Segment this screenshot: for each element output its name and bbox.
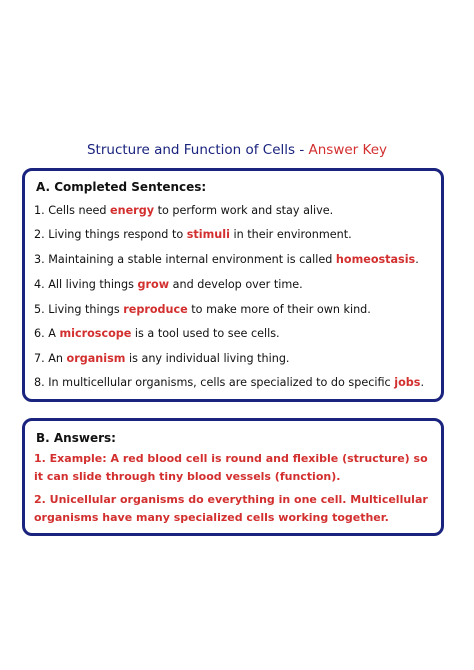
answer-word: stimuli xyxy=(186,228,230,241)
sentence-3 xyxy=(34,253,419,266)
sentence-text: 6. A xyxy=(34,327,60,340)
completed-sentences-box xyxy=(22,168,444,402)
page-title xyxy=(0,142,474,158)
sentence-text: 5. Living things xyxy=(34,303,124,316)
answer-1: 1. Example: A red blood cell is round and flexible (structure) so it can slide through tiny blood vessels (function). xyxy=(34,452,428,483)
sentence-text: and develop over time. xyxy=(169,278,303,291)
title-text: Structure and Function of Cells - xyxy=(86,142,309,158)
sentence-text: 1. Cells need xyxy=(34,204,111,217)
answer-word: organism xyxy=(66,352,126,365)
sentence-text: 8. In multicellular organisms, cells are specialized to do specific xyxy=(34,376,395,389)
answer-key-label: Answer Key xyxy=(308,142,388,158)
answer-word: homeostasis xyxy=(335,253,416,266)
sentence-7 xyxy=(34,352,289,365)
sentence-text: to perform work and stay alive. xyxy=(154,204,334,217)
answer-word: grow xyxy=(137,278,170,291)
sentence-text: 2. Living things respond to xyxy=(34,228,187,241)
section-b-heading: B. Answers: xyxy=(36,431,116,445)
answer-word: jobs xyxy=(394,376,421,389)
answer-word: microscope xyxy=(59,327,132,340)
sentence-text: to make more of their own kind. xyxy=(187,303,371,316)
sentence-1 xyxy=(34,204,333,217)
sentence-6 xyxy=(34,327,280,340)
sentence-text: 7. An xyxy=(34,352,67,365)
sentence-2 xyxy=(34,228,352,241)
sentence-8 xyxy=(34,376,424,389)
sentence-text: 3. Maintaining a stable internal environment is called xyxy=(34,253,336,266)
section-a-heading: A. Completed Sentences: xyxy=(36,180,207,194)
answers-box xyxy=(22,418,444,536)
sentence-text: is any individual living thing. xyxy=(125,352,290,365)
answer-word: reproduce xyxy=(123,303,188,316)
sentence-text: . xyxy=(420,376,425,389)
sentence-5 xyxy=(34,303,371,316)
answer-word: energy xyxy=(110,204,155,217)
sentence-text: is a tool used to see cells. xyxy=(131,327,280,340)
sentence-4 xyxy=(34,278,303,291)
sentence-text: 4. All living things xyxy=(34,278,138,291)
sentence-text: . xyxy=(415,253,419,266)
sentence-text: in their environment. xyxy=(229,228,352,241)
answer-2: 2. Unicellular organisms do everything in one cell. Multicellular organisms have many specialized cells working together. xyxy=(34,493,428,524)
